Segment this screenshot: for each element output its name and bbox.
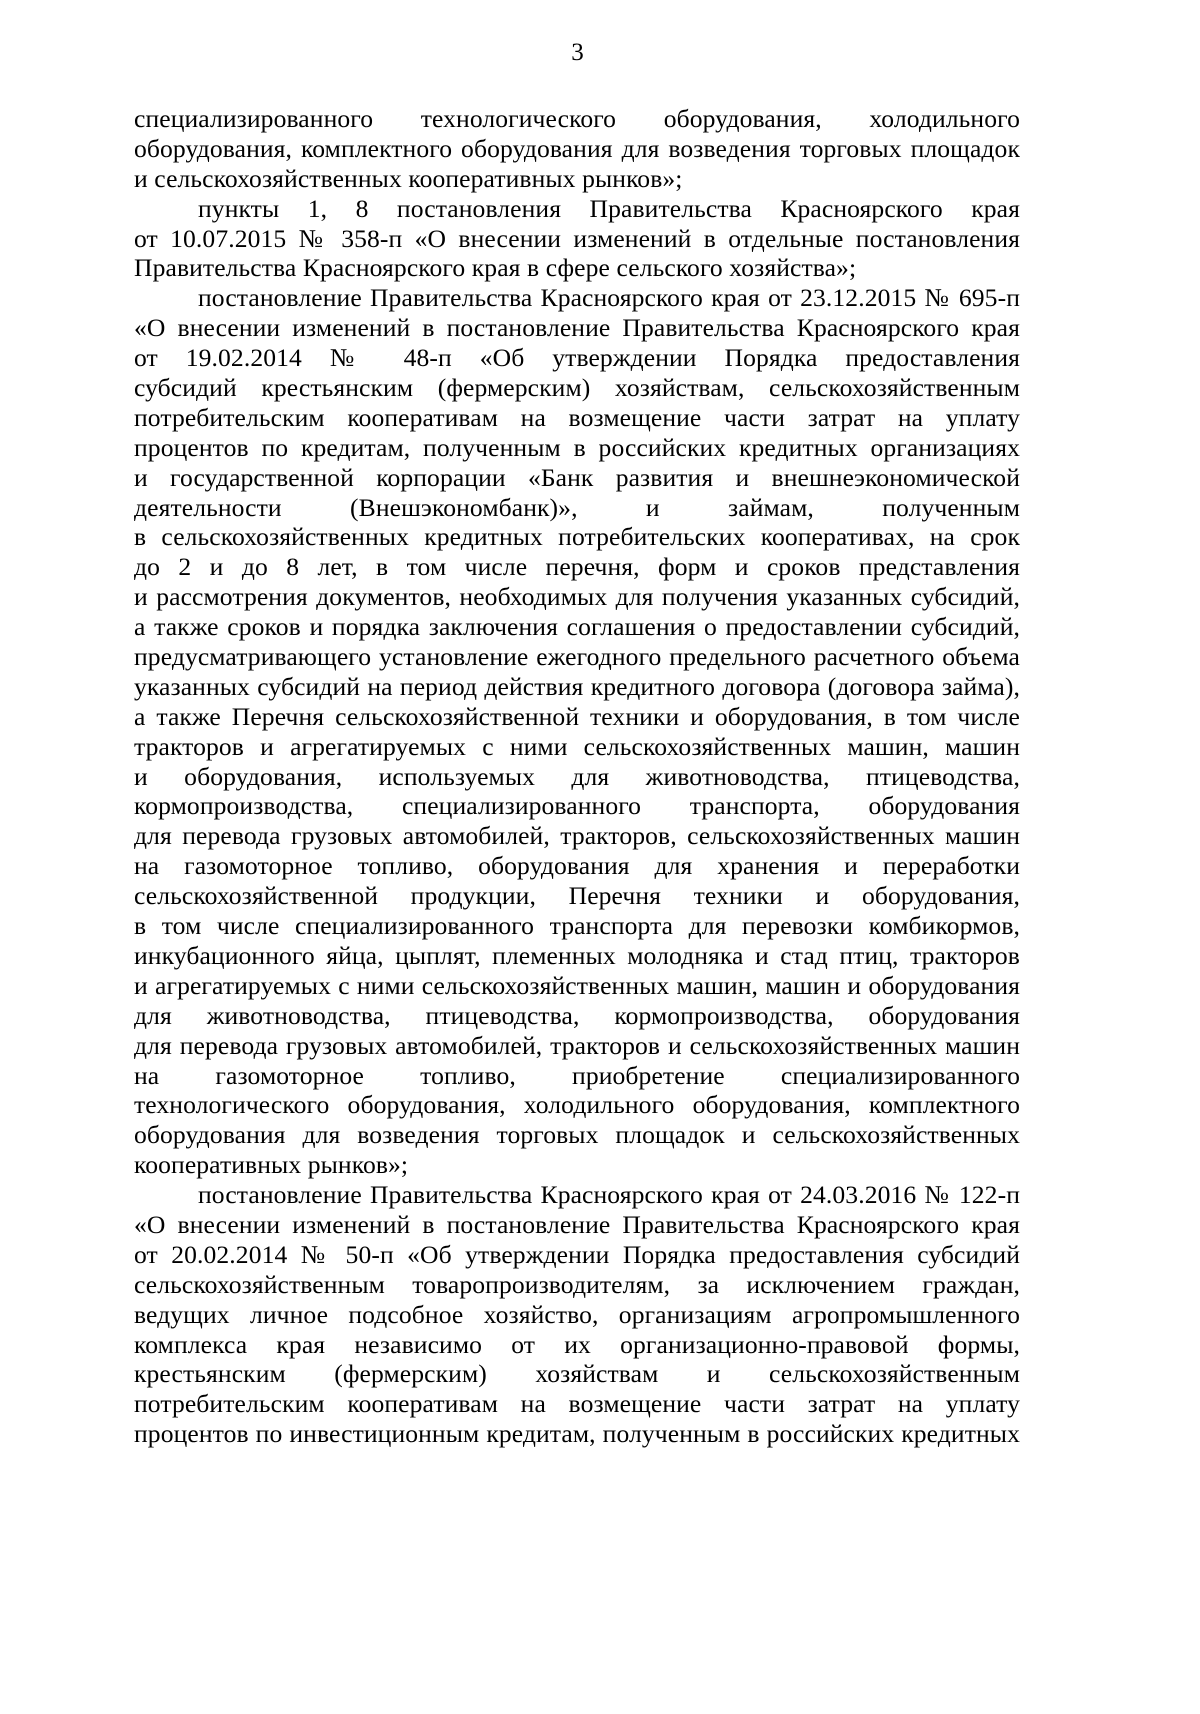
text-line: инкубационного яйца, цыплят, племенных молодняка и стад птиц, тракторов <box>134 940 1020 970</box>
text-line: субсидий крестьянским (фермерским) хозяйствам, сельскохозяйственным <box>134 373 1020 403</box>
page-number: 3 <box>571 39 584 66</box>
text-line: технологического оборудования, холодильного оборудования, комплектного <box>134 1090 1020 1120</box>
text-line: и сельскохозяйственных кооперативных рынков»; <box>134 163 683 193</box>
text-line: и агрегатируемых с ними сельскохозяйственных машин, машин и оборудования <box>134 970 1020 1000</box>
text-line: деятельности (Внешэкономбанк)», и займам, полученным <box>134 492 1020 522</box>
text-line: на газомоторное топливо, оборудования для хранения и переработки <box>134 851 1020 881</box>
text-line: до 2 и до 8 лет, в том числе перечня, форм и сроков представления <box>134 552 1020 582</box>
text-line: на газомоторное топливо, приобретение специализированного <box>134 1060 1020 1090</box>
text-line: и рассмотрения документов, необходимых для получения указанных субсидий, <box>134 582 1020 612</box>
document-body <box>134 104 1020 1449</box>
text-line: Правительства Красноярского края в сфере сельского хозяйства»; <box>134 253 857 283</box>
text-line: оборудования, комплектного оборудования для возведения торговых площадок <box>134 133 1020 163</box>
text-line: тракторов и агрегатируемых с ними сельскохозяйственных машин, машин <box>134 731 1020 761</box>
text-line: оборудования для возведения торговых площадок и сельскохозяйственных <box>134 1120 1020 1150</box>
text-line: от 20.02.2014 № 50-п «Об утверждении Порядка предоставления субсидий <box>134 1239 1020 1269</box>
text-line: сельскохозяйственной продукции, Перечня техники и оборудования, <box>134 881 1020 911</box>
text-line: для животноводства, птицеводства, кормопроизводства, оборудования <box>134 1000 1020 1030</box>
text-line: кормопроизводства, специализированного транспорта, оборудования <box>134 791 1020 821</box>
text-line: комплекса края независимо от их организационно-правовой формы, <box>134 1329 1020 1359</box>
text-line: потребительским кооперативам на возмещение части затрат на уплату <box>134 402 1020 432</box>
text-line: специализированного технологического оборудования, холодильного <box>134 104 1020 133</box>
text-line: и оборудования, используемых для животноводства, птицеводства, <box>134 761 1020 791</box>
text-line: постановление Правительства Красноярского края от 23.12.2015 № 695-п <box>198 283 1020 313</box>
paragraph <box>134 283 1020 1180</box>
text-line: предусматривающего установление ежегодного предельного расчетного объема <box>134 642 1020 672</box>
text-line: а также Перечня сельскохозяйственной техники и оборудования, в том числе <box>134 701 1020 731</box>
text-line: процентов по кредитам, полученным в российских кредитных организациях <box>134 432 1020 462</box>
text-line: и государственной корпорации «Банк развития и внешнеэкономической <box>134 462 1020 492</box>
text-line: в том числе специализированного транспорта для перевозки комбикормов, <box>134 911 1020 941</box>
text-line: пункты 1, 8 постановления Правительства Красноярского края <box>198 193 1020 223</box>
paragraph <box>134 1180 1020 1449</box>
paragraph <box>134 104 1020 194</box>
text-line: крестьянским (фермерским) хозяйствам и сельскохозяйственным <box>134 1359 1020 1389</box>
text-line: кооперативных рынков»; <box>134 1150 409 1180</box>
text-line: от 10.07.2015 № 358-п «О внесении изменений в отдельные постановления <box>134 223 1020 253</box>
text-line: в сельскохозяйственных кредитных потребительских кооперативах, на срок <box>134 522 1020 552</box>
text-line: а также сроков и порядка заключения соглашения о предоставлении субсидий, <box>134 612 1020 642</box>
text-line: от 19.02.2014 № 48-п «Об утверждении Порядка предоставления <box>134 343 1020 373</box>
text-line: процентов по инвестиционным кредитам, полученным в российских кредитных <box>134 1419 1020 1449</box>
text-line: сельскохозяйственным товаропроизводителям, за исключением граждан, <box>134 1269 1020 1299</box>
paragraph <box>134 194 1020 284</box>
text-line: «О внесении изменений в постановление Правительства Красноярского края <box>134 313 1020 343</box>
text-line: ведущих личное подсобное хозяйство, организациям агропромышленного <box>134 1299 1020 1329</box>
text-line: для перевода грузовых автомобилей, тракторов и сельскохозяйственных машин <box>134 1030 1020 1060</box>
text-line: указанных субсидий на период действия кредитного договора (договора займа), <box>134 671 1020 701</box>
text-line: потребительским кооперативам на возмещение части затрат на уплату <box>134 1389 1020 1419</box>
text-line: для перевода грузовых автомобилей, тракторов, сельскохозяйственных машин <box>134 821 1020 851</box>
text-line: «О внесении изменений в постановление Правительства Красноярского края <box>134 1209 1020 1239</box>
text-line: постановление Правительства Красноярского края от 24.03.2016 № 122-п <box>198 1180 1020 1210</box>
